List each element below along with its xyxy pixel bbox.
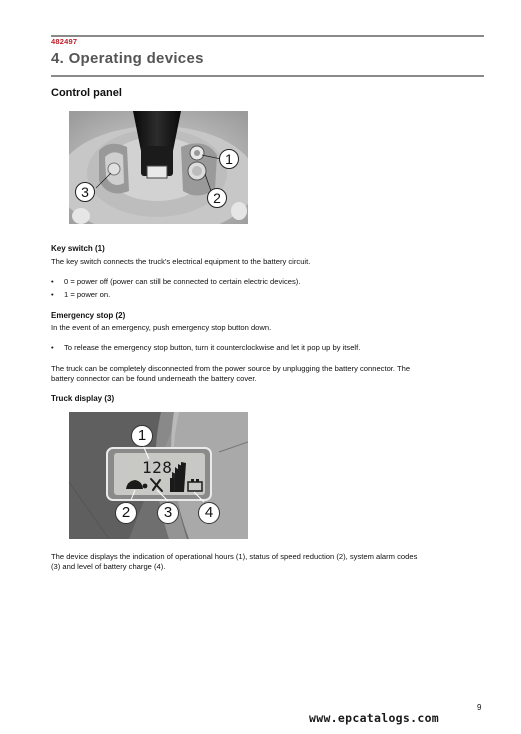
battery-note-line-1: The truck can be completely disconnected from the power source by unplugging the battery connector. The (51, 364, 411, 373)
lcd-operational-hours: 128 (142, 458, 173, 477)
callout-3-badge: 3 (75, 182, 95, 202)
section-title: Control panel (51, 87, 122, 99)
truck-display-figure (69, 412, 248, 539)
display-callout-1-badge: 1 (131, 425, 153, 447)
truck-display-heading: Truck display (3) (51, 394, 115, 403)
bullet-dot: • (51, 343, 54, 352)
truck-display-description-line-2: (3) and level of battery charge (4). (51, 562, 166, 571)
display-callout-2-badge: 2 (115, 502, 137, 524)
emergency-stop-heading: Emergency stop (2) (51, 311, 126, 320)
bullet-dot: • (51, 290, 54, 299)
battery-note-line-2: battery connector can be found underneath the battery cover. (51, 374, 257, 383)
page-number: 9 (477, 703, 482, 712)
callout-1-badge: 1 (219, 149, 239, 169)
website-watermark[interactable]: www.epcatalogs.com (309, 711, 440, 725)
header-top-rule (51, 35, 484, 37)
bullet-text: 0 = power off (power can still be connected to certain electric devices). (64, 277, 301, 286)
document-number: 482497 (51, 37, 78, 46)
key-switch-bullet-0 (51, 277, 300, 286)
key-switch-heading: Key switch (1) (51, 244, 105, 253)
display-callout-4-badge: 4 (198, 502, 220, 524)
control-panel-figure (69, 111, 248, 224)
emergency-stop-bullet-0 (51, 343, 360, 352)
truck-display-description-line-1: The device displays the indication of operational hours (1), status of speed reduction (2), system alarm codes (51, 552, 418, 561)
callout-2-badge: 2 (207, 188, 227, 208)
bullet-text: To release the emergency stop button, turn it counterclockwise and let it pop up by itself. (64, 343, 361, 352)
display-callout-3-badge: 3 (157, 502, 179, 524)
key-switch-bullet-1 (51, 290, 110, 299)
header-bottom-rule (51, 75, 484, 77)
bullet-dot: • (51, 277, 54, 286)
emergency-stop-body: In the event of an emergency, push emergency stop button down. (51, 323, 272, 332)
key-switch-body: The key switch connects the truck's electrical equipment to the battery circuit. (51, 257, 311, 266)
chapter-title: 4. Operating devices (51, 50, 204, 67)
bullet-text: 1 = power on. (64, 290, 111, 299)
